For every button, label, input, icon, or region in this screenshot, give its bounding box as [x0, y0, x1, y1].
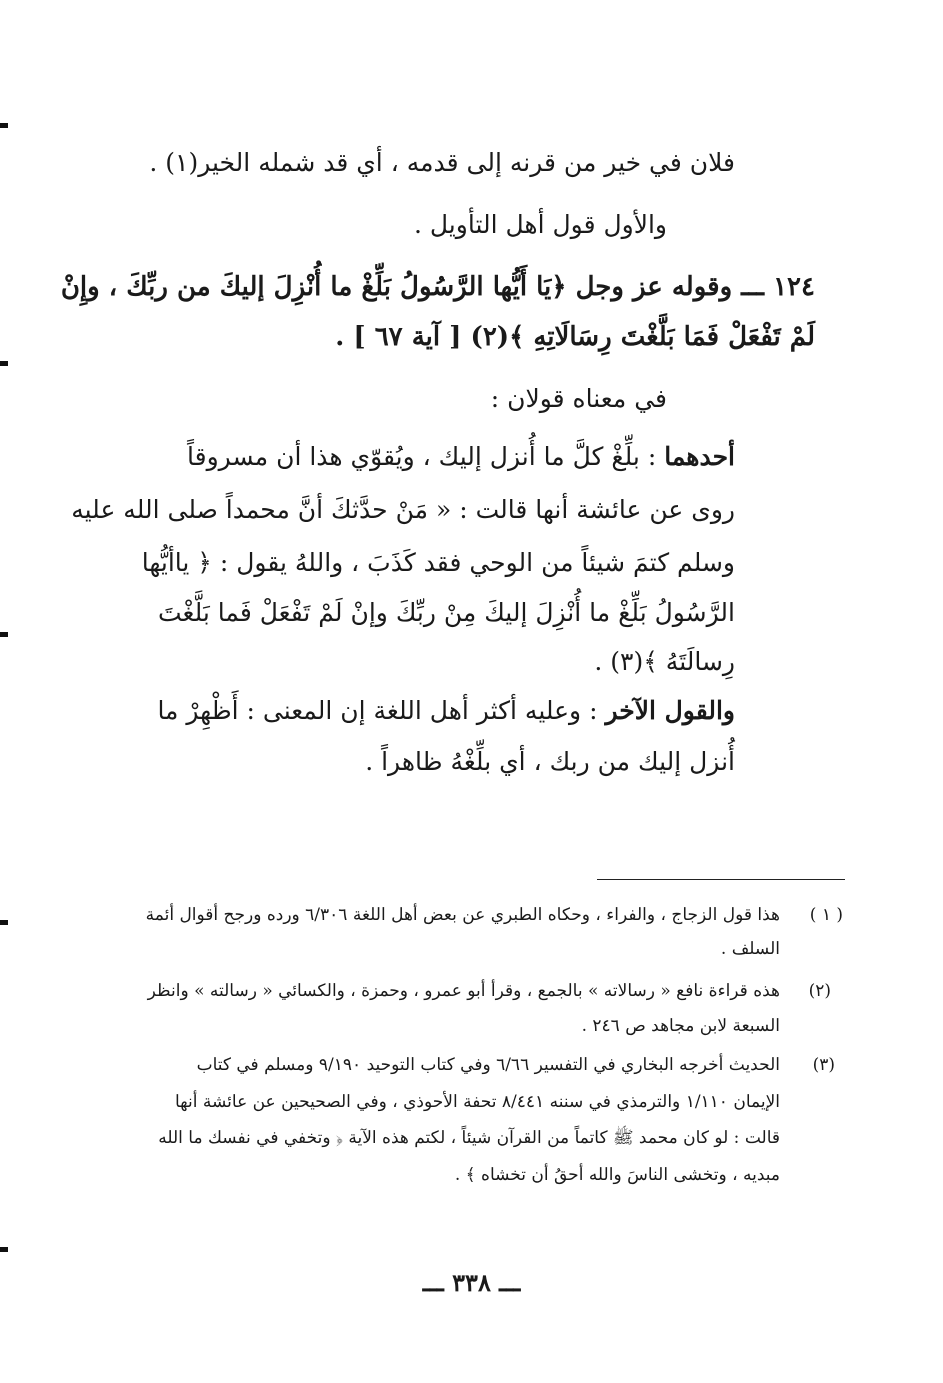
body-line-6: [187, 440, 735, 474]
body-line-5: في معناه قولان :: [490, 384, 667, 413]
body-line-9: الرَّسُولُ بَلِّغْ ما أُنْزِلَ إليكَ مِنْ ربِّكَ وإنْ لَمْ تَفْعَلْ فَما بَلَّغْتَ: [157, 598, 735, 627]
footnote-number: ( ١ ): [809, 905, 843, 925]
page-number: ـــ ٣٣٨ ـــ: [422, 1268, 521, 1297]
footnote-line: الإيمان ١/١١٠ والترمذي في سننه ٨/٤٤١ تحفة الأحوذي ، وفي الصحيحين عن عائشة أنها: [175, 1092, 780, 1112]
margin-mark: [0, 361, 8, 366]
second-opinion-text: : وعليه أكثر أهل اللغة إن المعنى : أَظْهِرْ ما: [157, 696, 598, 725]
footnote-line: مبديه ، وتخشى الناسَ والله أحقُ أن تخشاه ﴾ .: [454, 1165, 780, 1185]
footnote-line: قالت : لو كان محمد ﷺ كاتماً من القرآن شيئاً ، لكتم هذه الآية ﴿ وتخفي في نفسك ما الله: [158, 1128, 780, 1148]
body-line-1: فلان في خير من قرنه إلى قدمه ، أي قد شمله الخير(١) .: [149, 148, 735, 177]
verse-heading-line-1: ١٢٤ ـــ وقوله عز وجل ﴿يَا أَيُّها الرَّسُولُ بَلِّغْ ما أُنْزِلَ إليكَ من ربِّكَ ، وإِنْ: [60, 272, 815, 302]
first-opinion-label: أحدهما: [664, 442, 735, 471]
footnote-line: هذا قول الزجاج ، والفراء ، وحكاه الطبري عن بعض أهل اللغة ٦/٣٠٦ ورده ورجح أقوال أئمة: [145, 905, 780, 925]
first-opinion-text: : بلِّغْ كلَّ ما أُنزل إليك ، ويُقوّي هذا أن مسروقاً: [187, 442, 657, 471]
body-line-7: روى عن عائشة أنها قالت : « مَنْ حدَّثكَ أنَّ محمداً صلى الله عليه: [71, 495, 735, 524]
footnote-line: هذه قراءة نافع « رسالاته » بالجمع ، وقرأ أبو عمرو ، وحمزة ، والكسائي « رسالته » وانظر: [147, 981, 780, 1001]
body-line-11: [157, 694, 735, 728]
second-opinion-label: والقول الآخر: [605, 696, 735, 725]
verse-heading-line-2: لَمْ تَفْعَلْ فَمَا بَلَّغْتَ رِسَالَاتِهِ ﴾(٢) [ آية ٦٧ ] .: [335, 322, 815, 352]
margin-mark: [0, 632, 8, 637]
footnote-number: (٢): [808, 981, 831, 1001]
footnote-line: السلف .: [720, 939, 780, 959]
footnote-line: الحديث أخرجه البخاري في التفسير ٦/٦٦ وفي كتاب التوحيد ٩/١٩٠ ومسلم في كتاب: [196, 1055, 780, 1075]
margin-mark: [0, 123, 8, 128]
body-line-8: وسلم كتمَ شيئاً من الوحي فقد كَذَبَ ، واللهُ يقول : ﴿ ياأيُّها: [141, 548, 735, 577]
footnote-number: (٣): [812, 1055, 835, 1075]
margin-mark: [0, 1247, 8, 1252]
margin-mark: [0, 920, 8, 925]
body-line-12: أُنزل إليك من ربك ، أي بلِّغْهُ ظاهراً .: [365, 747, 735, 776]
footnote-line: السبعة لابن مجاهد ص ٢٤٦ .: [581, 1016, 780, 1036]
body-line-10: رِسالَتَهُ ﴾(٣) .: [594, 647, 735, 676]
body-line-2: والأول قول أهل التأويل .: [413, 210, 667, 239]
footnote-separator: [597, 879, 845, 880]
